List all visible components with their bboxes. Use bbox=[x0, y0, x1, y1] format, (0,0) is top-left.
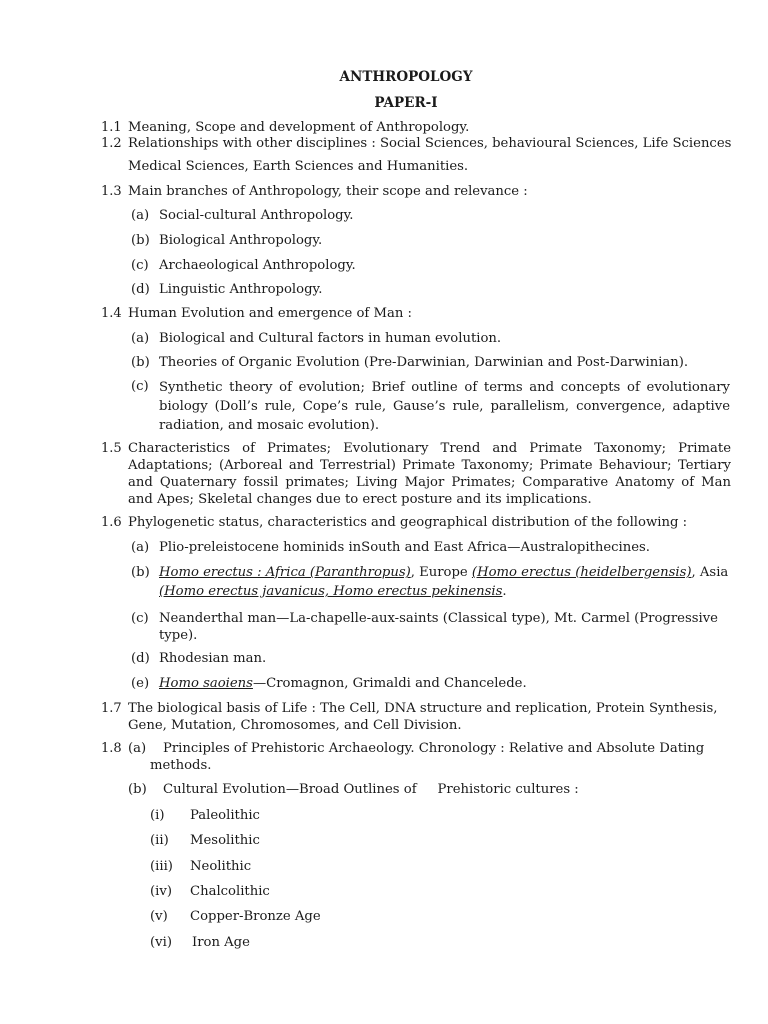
list-item bbox=[159, 675, 527, 692]
list-item: Archaeological Anthropology. bbox=[159, 258, 356, 273]
list-item: Theories of Organic Evolution (Pre-Darwinian, Darwinian and Post-Darwinian). bbox=[159, 355, 689, 370]
item-label: (b) bbox=[128, 782, 147, 797]
item-label: (d) bbox=[131, 651, 150, 666]
section-text: The biological basis of Life : The Cell, DNA structure and replication, Protein Synthesis, bbox=[128, 701, 718, 716]
species-name: Homo saoiens bbox=[159, 676, 253, 691]
species-name: Homo erectus : Africa (Paranthropus) bbox=[159, 565, 411, 580]
list-item: Social-cultural Anthropology. bbox=[159, 208, 354, 223]
section-text: Medical Sciences, Earth Sciences and Humanities. bbox=[128, 159, 469, 174]
list-item: Neolithic bbox=[190, 859, 252, 874]
list-item: Biological Anthropology. bbox=[159, 233, 323, 248]
item-label: (b) bbox=[131, 355, 150, 370]
section-text: Relationships with other disciplines : Social Sciences, behavioural Sciences, Life Sciences bbox=[128, 136, 732, 151]
list-item: Copper-Bronze Age bbox=[190, 909, 321, 924]
text-fragment: , Asia bbox=[691, 565, 729, 580]
item-label: (v) bbox=[150, 909, 168, 924]
item-label: (ii) bbox=[150, 833, 169, 848]
list-item: Plio-preleistocene hominids inSouth and East Africa—Australopithecines. bbox=[159, 540, 651, 555]
item-label: (vi) bbox=[150, 935, 172, 950]
item-label: (a) bbox=[131, 331, 150, 346]
list-item: Linguistic Anthropology. bbox=[159, 282, 323, 297]
section-text: Characteristics of Primates; Evolutionary Trend and Primate Taxonomy; Primate Adaptations; (Arboreal and Terrestrial) Primate Taxonomy; Primate Behaviour; Tertiary and Quaternary fossil primates; Living Major Primates; Comparative Anatomy of Man and Apes; Skeletal changes due to erect posture and its implications. bbox=[128, 441, 731, 507]
species-name: (Homo erectus javanicus, Homo erectus pekinensis bbox=[159, 584, 503, 599]
item-label: (c) bbox=[131, 258, 149, 273]
list-item: Neanderthal man—La-chapelle-aux-saints (Classical type), Mt. Carmel (Progressive bbox=[159, 611, 718, 626]
section-number: 1.4 bbox=[101, 306, 122, 321]
section-text: Human Evolution and emergence of Man : bbox=[128, 306, 412, 321]
section-number: 1.5 bbox=[101, 441, 122, 456]
text-fragment: , Europe bbox=[410, 565, 472, 580]
section-text: Phylogenetic status, characteristics and geographical distribution of the following : bbox=[128, 515, 688, 530]
item-label: (a) bbox=[131, 208, 150, 223]
item-label: (b) bbox=[131, 233, 150, 248]
section-number: 1.6 bbox=[101, 515, 122, 530]
item-label: (b) bbox=[131, 565, 150, 580]
item-label: (iv) bbox=[150, 884, 172, 899]
item-label: (i) bbox=[150, 808, 165, 823]
section-text: Main branches of Anthropology, their scope and relevance : bbox=[128, 184, 528, 199]
list-item-continued bbox=[159, 583, 507, 600]
item-label: (iii) bbox=[150, 859, 173, 874]
section-number: 1.3 bbox=[101, 184, 122, 199]
paper-title: PAPER-I bbox=[374, 95, 438, 111]
list-item: Principles of Prehistoric Archaeology. Chronology : Relative and Absolute Dating bbox=[163, 741, 705, 756]
section-number: 1.7 bbox=[101, 701, 122, 716]
list-item bbox=[159, 564, 728, 581]
text-fragment: —Cromagnon, Grimaldi and Chancelede. bbox=[252, 676, 527, 691]
section-text: Meaning, Scope and development of Anthropology. bbox=[128, 120, 470, 135]
list-item-continued: type). bbox=[159, 628, 198, 643]
item-label: (c) bbox=[131, 611, 149, 626]
item-label: (a) bbox=[128, 741, 147, 756]
list-item: Mesolithic bbox=[190, 833, 260, 848]
list-item: Rhodesian man. bbox=[159, 651, 267, 666]
section-number: 1.2 bbox=[101, 136, 122, 151]
section-text: Gene, Mutation, Chromosomes, and Cell Division. bbox=[128, 718, 462, 733]
item-label: (d) bbox=[131, 282, 150, 297]
document-title: ANTHROPOLOGY bbox=[339, 69, 473, 85]
list-item: Paleolithic bbox=[190, 808, 260, 823]
list-item: Cultural Evolution—Broad Outlines of Prehistoric cultures : bbox=[163, 782, 579, 797]
item-label: (a) bbox=[131, 540, 150, 555]
section-number: 1.1 bbox=[101, 120, 122, 135]
item-label: (c) bbox=[131, 379, 149, 394]
item-label: (e) bbox=[131, 676, 150, 691]
list-item-continued: methods. bbox=[150, 758, 212, 773]
list-item: Chalcolithic bbox=[190, 884, 270, 899]
text-fragment: . bbox=[502, 584, 507, 599]
list-item: Synthetic theory of evolution; Brief outline of terms and concepts of evolutionary biology (Doll’s rule, Cope’s rule, Gause’s rule, parallelism, convergence, adaptive radiation, and mosaic evolution). bbox=[159, 380, 730, 433]
list-item: Iron Age bbox=[192, 935, 250, 950]
list-item: Biological and Cultural factors in human evolution. bbox=[159, 331, 502, 346]
species-name: (Homo erectus (heidelbergensis) bbox=[471, 565, 692, 580]
section-number: 1.8 bbox=[101, 741, 122, 756]
